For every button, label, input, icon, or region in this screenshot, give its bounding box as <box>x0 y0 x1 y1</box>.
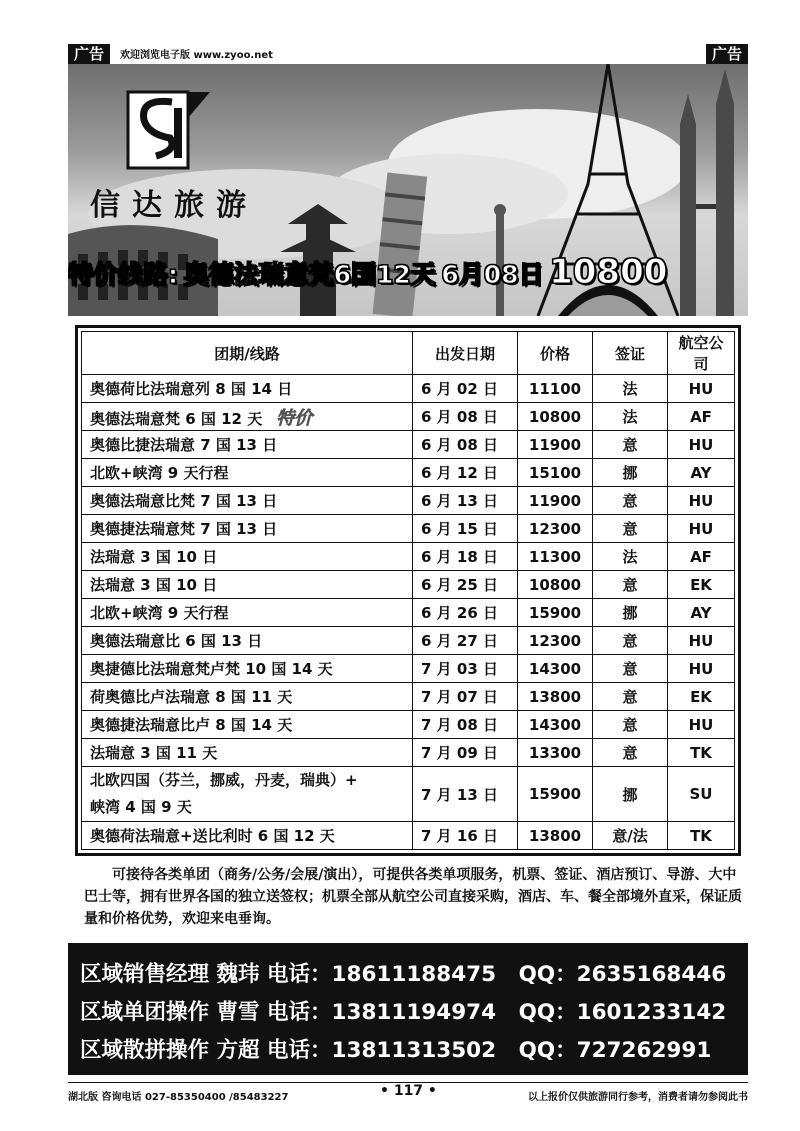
cell-price: 11300 <box>518 543 593 571</box>
cell-date: 6 月 18 日 <box>413 543 518 571</box>
table-row <box>82 515 735 543</box>
table-row <box>82 739 735 767</box>
cell-route <box>82 683 413 711</box>
contact-role: 区域销售经理 <box>80 962 210 987</box>
cell-visa: 法 <box>593 375 668 403</box>
contact-role: 区域散拼操作 <box>80 1038 210 1063</box>
cell-visa: 挪 <box>593 459 668 487</box>
cell-visa: 意 <box>593 739 668 767</box>
table-row <box>82 822 735 850</box>
cell-airline: HU <box>668 655 735 683</box>
phone-label: 电话： <box>267 1038 332 1063</box>
cell-airline: AY <box>668 599 735 627</box>
cell-route <box>82 459 413 487</box>
contact-line <box>80 995 726 1026</box>
table-row <box>82 431 735 459</box>
ad-tag-right: 广告 <box>706 44 748 64</box>
cell-price: 10800 <box>518 403 593 431</box>
cell-date: 7 月 03 日 <box>413 655 518 683</box>
cell-price: 13300 <box>518 739 593 767</box>
cell-date: 7 月 08 日 <box>413 711 518 739</box>
cell-route <box>82 431 413 459</box>
table-row <box>82 683 735 711</box>
contact-line <box>80 1033 711 1064</box>
ad-tag-left: 广告 <box>68 44 110 64</box>
cell-price: 13800 <box>518 822 593 850</box>
footer-disclaimer: 以上报价仅供旅游同行参考，消费者请勿参阅此书 <box>528 1092 748 1103</box>
cell-visa: 意 <box>593 655 668 683</box>
table-row <box>82 767 735 822</box>
table-row <box>82 599 735 627</box>
cell-airline: HU <box>668 431 735 459</box>
cell-airline: TK <box>668 822 735 850</box>
header-visa: 签证 <box>593 332 668 375</box>
table-header-row <box>82 332 735 375</box>
promo-label: 特价线路: <box>68 260 178 289</box>
cell-price: 12300 <box>518 627 593 655</box>
table-row <box>82 571 735 599</box>
qq-label: QQ： <box>518 962 577 987</box>
cell-route <box>82 599 413 627</box>
route-text: 北欧四国（芬兰，挪威，丹麦，瑞典）+ <box>90 771 358 789</box>
footer-contact: 湖北版 咨询电话 027-85350400 /85483227 <box>68 1092 289 1103</box>
route-text: 奥德荷比法瑞意列 8 国 14 日 <box>90 380 293 398</box>
cell-visa: 意 <box>593 627 668 655</box>
contacts-panel <box>68 943 748 1075</box>
route-text: 奥德比捷法瑞意 7 国 13 日 <box>90 436 278 454</box>
cell-airline: HU <box>668 627 735 655</box>
cell-price: 11900 <box>518 431 593 459</box>
cell-visa: 意 <box>593 683 668 711</box>
phone-label: 电话： <box>267 1000 332 1025</box>
contact-name: 曹雪 <box>216 1000 260 1025</box>
cell-price: 13800 <box>518 683 593 711</box>
route-text: 荷奥德比卢法瑞意 8 国 11 天 <box>90 688 293 706</box>
cell-route <box>82 375 413 403</box>
cell-date: 6 月 12 日 <box>413 459 518 487</box>
route-text: 奥德法瑞意梵 6 国 12 天 <box>90 409 263 428</box>
cell-price: 11900 <box>518 487 593 515</box>
cell-price: 14300 <box>518 711 593 739</box>
header-price: 价格 <box>518 332 593 375</box>
contact-name: 魏玮 <box>216 962 260 987</box>
cell-date: 7 月 13 日 <box>413 767 518 822</box>
qq-label: QQ： <box>518 1000 577 1025</box>
site-url-text: 欢迎浏览电子版 www.zyoo.net <box>120 50 273 61</box>
cell-date: 6 月 08 日 <box>413 431 518 459</box>
service-note: 可接待各类单团（商务/公务/会展/演出），可提供各类单项服务，机票、签证、酒店预订、导游、大中巴士等，拥有世界各国的独立送签权；机票全部从航空公司直接采购，酒店、车、餐全部境外直采，保证质量和价格优势，欢迎来电垂询。 <box>84 867 742 927</box>
table-row <box>82 655 735 683</box>
contact-phone: 13811313502 <box>331 1038 497 1063</box>
header-airline: 航空公司 <box>668 332 735 375</box>
cell-date: 7 月 09 日 <box>413 739 518 767</box>
table-row <box>82 459 735 487</box>
cell-date: 6 月 13 日 <box>413 487 518 515</box>
cell-visa: 意 <box>593 711 668 739</box>
contact-qq: 1601233142 <box>576 1000 727 1025</box>
cell-price: 10800 <box>518 571 593 599</box>
cell-date: 6 月 08 日 <box>413 403 518 431</box>
route-text: 奥德荷法瑞意+送比利时 6 国 12 天 <box>90 827 335 845</box>
promo-headline <box>68 252 748 292</box>
hero-banner <box>68 64 748 316</box>
cell-visa: 挪 <box>593 767 668 822</box>
cell-visa: 意 <box>593 487 668 515</box>
header-route: 团期/线路 <box>82 332 413 375</box>
cell-airline: TK <box>668 739 735 767</box>
cell-visa: 意/法 <box>593 822 668 850</box>
tour-schedule-table <box>75 325 741 856</box>
route-text: 奥德捷法瑞意梵 7 国 13 日 <box>90 520 278 538</box>
cell-airline: HU <box>668 487 735 515</box>
contact-line <box>80 957 726 988</box>
route-text: 法瑞意 3 国 10 日 <box>90 576 218 594</box>
cell-visa: 意 <box>593 431 668 459</box>
route-text: 奥德法瑞意比梵 7 国 13 日 <box>90 492 278 510</box>
cell-route <box>82 711 413 739</box>
brand-name: 信达旅游 <box>90 188 258 223</box>
cell-date: 6 月 25 日 <box>413 571 518 599</box>
contact-phone: 18611188475 <box>331 962 497 987</box>
contact-qq: 727262991 <box>576 1038 712 1063</box>
cell-visa: 法 <box>593 403 668 431</box>
header-date: 出发日期 <box>413 332 518 375</box>
cell-airline: EK <box>668 571 735 599</box>
cell-airline: HU <box>668 515 735 543</box>
route-text: 北欧+峡湾 9 天行程 <box>90 604 229 622</box>
cell-route <box>82 543 413 571</box>
cell-price: 14300 <box>518 655 593 683</box>
cell-route <box>82 655 413 683</box>
table-row <box>82 711 735 739</box>
cell-price: 15900 <box>518 767 593 822</box>
cell-visa: 法 <box>593 543 668 571</box>
cell-route <box>82 487 413 515</box>
promo-route: 奥德法瑞意梵6国12天 <box>183 260 436 289</box>
route-text: 奥德法瑞意比 6 国 13 日 <box>90 632 263 650</box>
cell-price: 12300 <box>518 515 593 543</box>
cell-visa: 意 <box>593 515 668 543</box>
route-text: 北欧+峡湾 9 天行程 <box>90 464 229 482</box>
cell-date: 6 月 02 日 <box>413 375 518 403</box>
cell-date: 7 月 07 日 <box>413 683 518 711</box>
cell-visa: 意 <box>593 571 668 599</box>
cell-date: 6 月 26 日 <box>413 599 518 627</box>
table-row <box>82 627 735 655</box>
cell-route <box>82 515 413 543</box>
route-text: 奥捷德比法瑞意梵卢梵 10 国 14 天 <box>90 660 333 678</box>
contact-role: 区域单团操作 <box>80 1000 210 1025</box>
cell-airline: HU <box>668 375 735 403</box>
cell-route <box>82 767 413 822</box>
promo-date: 6月08日 <box>441 260 544 289</box>
cell-price: 15100 <box>518 459 593 487</box>
cell-date: 6 月 15 日 <box>413 515 518 543</box>
cell-price: 11100 <box>518 375 593 403</box>
cell-route <box>82 403 413 431</box>
table-row <box>82 375 735 403</box>
cell-airline: EK <box>668 683 735 711</box>
cell-visa: 挪 <box>593 599 668 627</box>
brand-logo <box>126 78 210 170</box>
cell-route <box>82 627 413 655</box>
route-text: 奥德捷法瑞意比卢 8 国 14 天 <box>90 716 293 734</box>
contact-name: 方超 <box>216 1038 260 1063</box>
table-row <box>82 543 735 571</box>
cell-route <box>82 739 413 767</box>
qq-label: QQ： <box>518 1038 577 1063</box>
cell-airline: AY <box>668 459 735 487</box>
contact-phone: 13811194974 <box>331 1000 497 1025</box>
route-text-line2: 峡湾 4 国 9 天 <box>90 798 192 816</box>
cell-airline: SU <box>668 767 735 822</box>
contact-qq: 2635168446 <box>576 962 727 987</box>
cell-route <box>82 571 413 599</box>
table-row <box>82 487 735 515</box>
cell-route <box>82 822 413 850</box>
route-text: 法瑞意 3 国 10 日 <box>90 548 218 566</box>
table-row <box>82 403 735 431</box>
route-text: 法瑞意 3 国 11 天 <box>90 744 218 762</box>
special-offer-mark: 特价 <box>276 407 313 429</box>
page-number: • 117 • <box>380 1083 437 1099</box>
promo-price: 10800 <box>549 252 668 292</box>
cell-airline: HU <box>668 711 735 739</box>
cell-price: 15900 <box>518 599 593 627</box>
phone-label: 电话： <box>267 962 332 987</box>
cell-date: 6 月 27 日 <box>413 627 518 655</box>
cell-airline: AF <box>668 403 735 431</box>
cell-date: 7 月 16 日 <box>413 822 518 850</box>
cell-airline: AF <box>668 543 735 571</box>
